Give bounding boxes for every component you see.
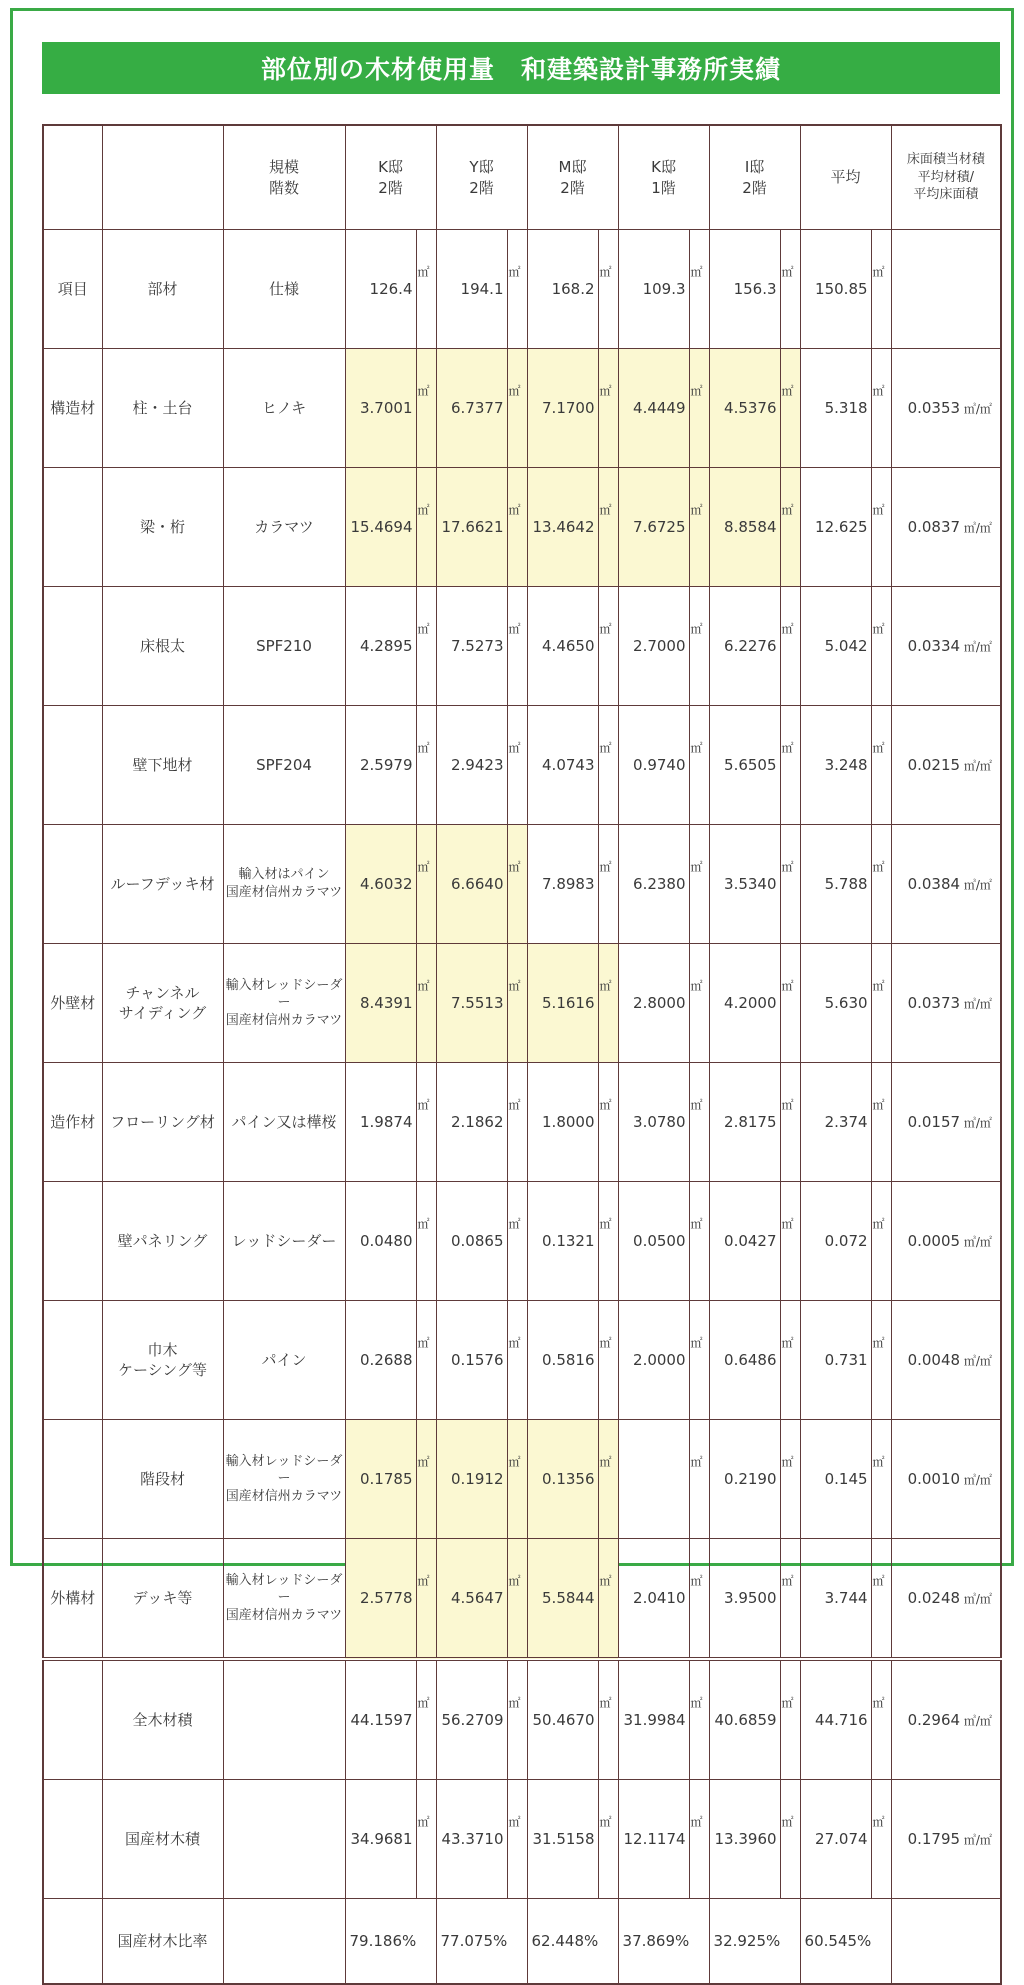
spec-cell: パイン又は樺桜 [223,1063,345,1182]
volume-value: 6.7377 [436,349,507,468]
average-value: 5.630 [800,944,871,1063]
unit-cell: ㎡ [780,944,800,1063]
percent-label: 国産材木比率 [102,1899,223,1985]
unit-cell: ㎡ [507,587,527,706]
unit-cell: ㎡ [598,230,618,349]
unit-cell: ㎡ [689,706,709,825]
average-value: 0.072 [800,1182,871,1301]
unit-cell: ㎡ [507,825,527,944]
unit-cell: ㎡ [507,468,527,587]
unit-cell: ㎡ [598,1659,618,1780]
unit-cell: ㎡ [416,825,436,944]
unit-cell: ㎡ [507,1182,527,1301]
part-cell: 部材 [102,230,223,349]
spec-cell [223,1899,345,1985]
volume-value: 0.2190 [709,1420,780,1539]
volume-value: 4.0743 [527,706,598,825]
unit-cell: ㎡ [871,944,891,1063]
percent-value: 79.186% [345,1899,436,1985]
volume-value: 7.8983 [527,825,598,944]
volume-value: 5.1616 [527,944,598,1063]
ratio-value: 0.0157 ㎥/㎡ [891,1063,1001,1182]
volume-value: 0.1912 [436,1420,507,1539]
volume-value: 0.5816 [527,1301,598,1420]
header-scale: 規模 階数 [223,125,345,230]
volume-value: 17.6621 [436,468,507,587]
unit-cell: ㎡ [507,1301,527,1420]
spec-cell: 輸入材レッドシーダー 国産材信州カラマツ [223,944,345,1063]
category-cell [43,1780,102,1899]
average-value: 5.318 [800,349,871,468]
volume-value: 0.0480 [345,1182,416,1301]
ratio-value: 0.0353 ㎥/㎡ [891,349,1001,468]
ratio-value: 0.0005 ㎥/㎡ [891,1182,1001,1301]
unit-cell: ㎡ [871,587,891,706]
spec-cell: SPF204 [223,706,345,825]
volume-value: 1.9874 [345,1063,416,1182]
category-cell [43,587,102,706]
part-cell: チャンネル サイディング [102,944,223,1063]
ratio-value: 0.0837 ㎥/㎡ [891,468,1001,587]
total-value: 31.5158 [527,1780,598,1899]
volume-value: 15.4694 [345,468,416,587]
volume-value: 0.0865 [436,1182,507,1301]
volume-value: 7.1700 [527,349,598,468]
unit-cell: ㎡ [871,825,891,944]
volume-value [618,1420,689,1539]
volume-value: 4.6032 [345,825,416,944]
area-value: 168.2 [527,230,598,349]
ratio-value: 0.0373 ㎥/㎡ [891,944,1001,1063]
unit-cell: ㎡ [871,1301,891,1420]
percent-value: 62.448% [527,1899,618,1985]
unit-cell: ㎡ [780,230,800,349]
ratio-value: 0.0048 ㎥/㎡ [891,1301,1001,1420]
average-value: 0.145 [800,1420,871,1539]
percent-value: 77.075% [436,1899,527,1985]
part-cell: ルーフデッキ材 [102,825,223,944]
unit-cell: ㎡ [871,1420,891,1539]
part-cell: 階段材 [102,1420,223,1539]
unit-cell: ㎡ [780,1539,800,1660]
table-row [43,468,1001,587]
unit-cell: ㎡ [507,1539,527,1660]
part-cell: 壁パネリング [102,1182,223,1301]
header-average: 平均 [800,125,891,230]
volume-value: 6.6640 [436,825,507,944]
percent-average: 60.545% [800,1899,891,1985]
volume-value: 1.8000 [527,1063,598,1182]
volume-value: 0.1785 [345,1420,416,1539]
unit-cell: ㎡ [780,587,800,706]
unit-cell: ㎡ [507,706,527,825]
volume-value: 4.4449 [618,349,689,468]
unit-cell: ㎡ [598,587,618,706]
volume-value: 0.0427 [709,1182,780,1301]
unit-cell: ㎡ [871,706,891,825]
area-value: 194.1 [436,230,507,349]
category-cell: 構造材 [43,349,102,468]
volume-value: 3.5340 [709,825,780,944]
title-bar [42,42,1000,94]
volume-value: 0.0500 [618,1182,689,1301]
table-row [43,1182,1001,1301]
part-cell: 壁下地材 [102,706,223,825]
unit-cell: ㎡ [689,1301,709,1420]
volume-value: 4.5376 [709,349,780,468]
wood-usage-table [42,124,1002,1985]
unit-cell: ㎡ [689,944,709,1063]
total-value: 43.3710 [436,1780,507,1899]
unit-cell: ㎡ [416,587,436,706]
spec-cell: カラマツ [223,468,345,587]
unit-cell: ㎡ [871,1063,891,1182]
spec-cell: 仕様 [223,230,345,349]
unit-cell: ㎡ [689,468,709,587]
category-cell [43,1659,102,1780]
average-value: 5.788 [800,825,871,944]
unit-cell: ㎡ [689,1420,709,1539]
table-row [43,944,1001,1063]
unit-cell: ㎡ [416,944,436,1063]
average-value: 0.731 [800,1301,871,1420]
unit-cell: ㎡ [416,230,436,349]
average-value: 12.625 [800,468,871,587]
volume-value: 2.5778 [345,1539,416,1660]
spec-cell: パイン [223,1301,345,1420]
table-row [43,1301,1001,1420]
unit-cell: ㎡ [780,1659,800,1780]
unit-cell: ㎡ [598,1301,618,1420]
unit-cell: ㎡ [780,1301,800,1420]
average-value: 3.248 [800,706,871,825]
floor-area-row [43,230,1001,349]
ratio-blank [891,1899,1001,1985]
ratio-value: 0.2964 ㎥/㎡ [891,1659,1001,1780]
volume-value: 7.5273 [436,587,507,706]
volume-value: 4.4650 [527,587,598,706]
unit-cell: ㎡ [416,1420,436,1539]
title-sub: 和建築設計事務所実績 [521,55,782,84]
total-average: 44.716 [800,1659,871,1780]
ratio-value: 0.1795 ㎥/㎡ [891,1780,1001,1899]
percent-value: 32.925% [709,1899,800,1985]
category-cell: 外構材 [43,1539,102,1660]
area-average: 150.85 [800,230,871,349]
volume-value: 0.1321 [527,1182,598,1301]
table-row [43,1420,1001,1539]
volume-value: 2.8000 [618,944,689,1063]
unit-cell: ㎡ [598,468,618,587]
area-value: 109.3 [618,230,689,349]
unit-cell: ㎡ [871,1182,891,1301]
volume-value: 3.9500 [709,1539,780,1660]
table-row [43,825,1001,944]
unit-cell: ㎡ [689,230,709,349]
volume-value: 13.4642 [527,468,598,587]
category-cell: 外壁材 [43,944,102,1063]
ratio-value: 0.0334 ㎥/㎡ [891,587,1001,706]
volume-value: 2.5979 [345,706,416,825]
unit-cell: ㎡ [416,1063,436,1182]
unit-cell: ㎡ [780,706,800,825]
total-value: 40.6859 [709,1659,780,1780]
volume-value: 7.6725 [618,468,689,587]
volume-value: 5.6505 [709,706,780,825]
total-average: 27.074 [800,1780,871,1899]
unit-cell: ㎡ [507,1420,527,1539]
volume-value: 2.0410 [618,1539,689,1660]
unit-cell: ㎡ [689,1780,709,1899]
area-value: 156.3 [709,230,780,349]
unit-cell: ㎡ [416,706,436,825]
category-cell: 造作材 [43,1063,102,1182]
header-house: K邸 1階 [618,125,709,230]
unit-cell: ㎡ [780,1063,800,1182]
volume-value: 4.2895 [345,587,416,706]
unit-cell: ㎡ [507,230,527,349]
unit-cell: ㎡ [780,1182,800,1301]
unit-cell: ㎡ [780,825,800,944]
ratio-value: 0.0384 ㎥/㎡ [891,825,1001,944]
unit-cell: ㎡ [416,1780,436,1899]
unit-cell: ㎡ [598,1780,618,1899]
volume-value: 7.5513 [436,944,507,1063]
part-cell: 柱・土台 [102,349,223,468]
total-label: 国産材木積 [102,1780,223,1899]
header-ratio: 床面積当材積 平均材積/ 平均床面積 [891,125,1001,230]
category-cell [43,706,102,825]
unit-cell: ㎡ [598,706,618,825]
average-value: 3.744 [800,1539,871,1660]
volume-value: 3.0780 [618,1063,689,1182]
header-house: Y邸 2階 [436,125,527,230]
unit-cell: ㎡ [416,1539,436,1660]
category-cell [43,468,102,587]
unit-cell: ㎡ [871,349,891,468]
volume-value: 5.5844 [527,1539,598,1660]
unit-cell: ㎡ [689,349,709,468]
unit-cell: ㎡ [507,1659,527,1780]
volume-value: 8.4391 [345,944,416,1063]
unit-cell: ㎡ [871,230,891,349]
unit-cell: ㎡ [507,1063,527,1182]
title-main: 部位別の木材使用量 [260,55,495,84]
category-cell [43,1182,102,1301]
volume-value: 0.1356 [527,1420,598,1539]
table-row [43,706,1001,825]
average-value: 5.042 [800,587,871,706]
volume-value: 4.2000 [709,944,780,1063]
spec-cell [223,1780,345,1899]
unit-cell: ㎡ [598,1420,618,1539]
unit-cell: ㎡ [416,1182,436,1301]
unit-cell: ㎡ [598,1539,618,1660]
unit-cell: ㎡ [598,349,618,468]
unit-cell: ㎡ [689,825,709,944]
part-cell: 梁・桁 [102,468,223,587]
unit-cell: ㎡ [780,349,800,468]
total-value: 44.1597 [345,1659,416,1780]
volume-value: 4.5647 [436,1539,507,1660]
unit-cell: ㎡ [598,825,618,944]
spec-cell [223,1659,345,1780]
unit-cell: ㎡ [598,1182,618,1301]
total-value: 50.4670 [527,1659,598,1780]
unit-cell: ㎡ [780,468,800,587]
header-house: K邸 2階 [345,125,436,230]
spec-cell: SPF210 [223,587,345,706]
volume-value: 8.8584 [709,468,780,587]
spec-cell: 輸入材レッドシーダー 国産材信州カラマツ [223,1420,345,1539]
header-row [43,125,1001,230]
spec-cell: 輸入材はパイン 国産材信州カラマツ [223,825,345,944]
volume-value: 6.2380 [618,825,689,944]
total-row [43,1659,1001,1780]
spec-cell: ヒノキ [223,349,345,468]
unit-cell: ㎡ [871,1780,891,1899]
unit-cell: ㎡ [780,1420,800,1539]
table-row [43,587,1001,706]
table-row [43,1539,1001,1660]
total-value: 12.1174 [618,1780,689,1899]
ratio-value: 0.0010 ㎥/㎡ [891,1420,1001,1539]
header-house: I邸 2階 [709,125,800,230]
volume-value: 2.1862 [436,1063,507,1182]
average-value: 2.374 [800,1063,871,1182]
unit-cell: ㎡ [598,1063,618,1182]
spec-cell: レッドシーダー [223,1182,345,1301]
unit-cell: ㎡ [416,1301,436,1420]
unit-cell: ㎡ [689,587,709,706]
unit-cell: ㎡ [507,349,527,468]
table-row [43,349,1001,468]
total-value: 31.9984 [618,1659,689,1780]
total-value: 13.3960 [709,1780,780,1899]
volume-value: 6.2276 [709,587,780,706]
unit-cell: ㎡ [416,1659,436,1780]
part-cell: フローリング材 [102,1063,223,1182]
unit-cell: ㎡ [689,1539,709,1660]
part-cell: デッキ等 [102,1539,223,1660]
unit-cell: ㎡ [507,1780,527,1899]
volume-value: 0.6486 [709,1301,780,1420]
volume-value: 2.8175 [709,1063,780,1182]
table-row [43,1063,1001,1182]
header-house: M邸 2階 [527,125,618,230]
percent-row [43,1899,1001,1985]
category-cell [43,1899,102,1985]
volume-value: 0.1576 [436,1301,507,1420]
header-blank [43,125,102,230]
ratio-value: 0.0215 ㎥/㎡ [891,706,1001,825]
percent-value: 37.869% [618,1899,709,1985]
ratio-blank [891,230,1001,349]
unit-cell: ㎡ [507,944,527,1063]
part-cell: 床根太 [102,587,223,706]
unit-cell: ㎡ [689,1063,709,1182]
unit-cell: ㎡ [416,349,436,468]
total-value: 56.2709 [436,1659,507,1780]
total-value: 34.9681 [345,1780,416,1899]
volume-value: 2.7000 [618,587,689,706]
unit-cell: ㎡ [871,468,891,587]
category-cell [43,1420,102,1539]
unit-cell: ㎡ [689,1659,709,1780]
area-value: 126.4 [345,230,416,349]
ratio-value: 0.0248 ㎥/㎡ [891,1539,1001,1660]
category-cell [43,825,102,944]
unit-cell: ㎡ [871,1659,891,1780]
part-cell: 巾木 ケーシング等 [102,1301,223,1420]
volume-value: 2.0000 [618,1301,689,1420]
volume-value: 3.7001 [345,349,416,468]
unit-cell: ㎡ [871,1539,891,1660]
unit-cell: ㎡ [780,1780,800,1899]
volume-value: 2.9423 [436,706,507,825]
volume-value: 0.2688 [345,1301,416,1420]
category-cell: 項目 [43,230,102,349]
unit-cell: ㎡ [598,944,618,1063]
spec-cell: 輸入材レッドシーダー 国産材信州カラマツ [223,1539,345,1660]
category-cell [43,1301,102,1420]
total-row [43,1780,1001,1899]
unit-cell: ㎡ [416,468,436,587]
volume-value: 0.9740 [618,706,689,825]
unit-cell: ㎡ [689,1182,709,1301]
header-blank [102,125,223,230]
total-label: 全木材積 [102,1659,223,1780]
